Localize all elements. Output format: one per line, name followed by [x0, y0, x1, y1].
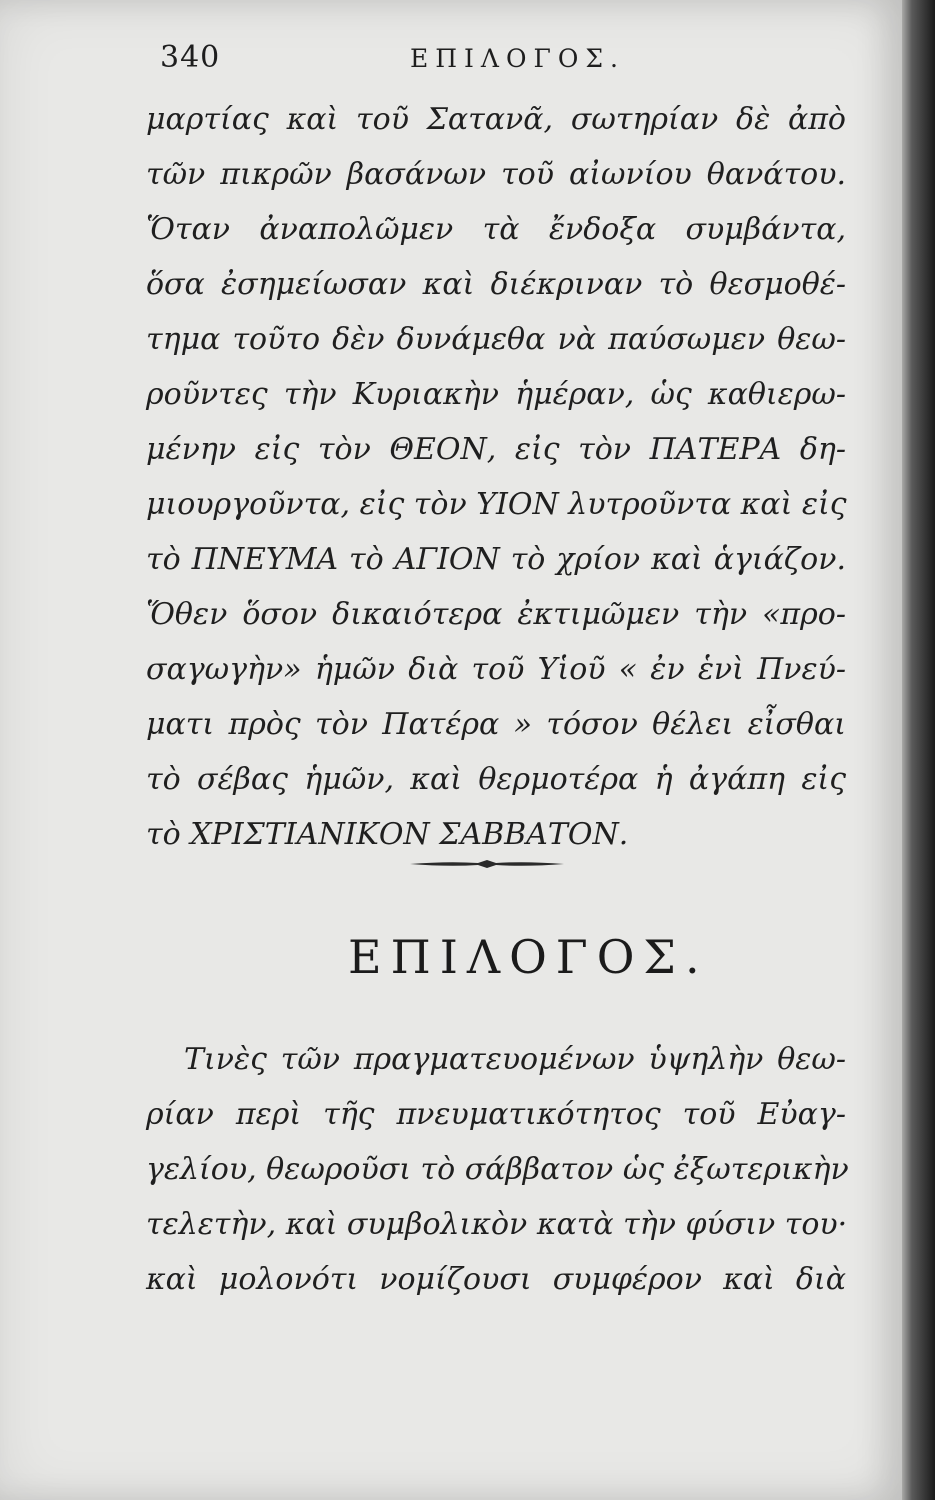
running-head [160, 40, 840, 80]
text-line: μαρτίας καὶ τοῦ Σατανᾶ, σωτηρίαν δὲ ἀπὸ [146, 102, 846, 137]
text-line: τὸ ΧΡΙΣΤΙΑΝΙΚΟΝ ΣΑΒΒΑΤΟΝ. [146, 817, 629, 852]
paragraph-new [146, 1032, 849, 1307]
text-line: ροῦντες τὴν Κυριακὴν ἡμέραν, ὡς καθιερω- [146, 377, 846, 412]
ornamental-divider [408, 858, 566, 870]
text-line: σαγωγὴν» ἡμῶν διὰ τοῦ Υἱοῦ « ἐν ἑνὶ Πνεύ- [146, 652, 846, 687]
text-line: τημα τοῦτο δὲν δυνάμεθα νὰ παύσωμεν θεω- [146, 322, 846, 357]
text-line: ρίαν περὶ τῆς πνευματικότητος τοῦ Εὐαγ- [146, 1097, 846, 1132]
text-line: Τινὲς τῶν πραγματευομένων ὑψηλὴν θεω- [184, 1042, 846, 1077]
text-line: τῶν πικρῶν βασάνων τοῦ αἰωνίου θανάτου. [146, 157, 846, 192]
page-number: 340 [160, 40, 221, 75]
text-line: τελετὴν, καὶ συμβολικὸν κατὰ τὴν φύσιν του· [146, 1207, 848, 1242]
text-line: ματι πρὸς τὸν Πατέρα » τόσον θέλει εἶσθαι [146, 707, 846, 742]
text-line: τὸ σέβας ἡμῶν, καὶ θερμοτέρα ἡ ἀγάπη εἰς [146, 762, 846, 797]
text-line: ὅσα ἐσημείωσαν καὶ διέκριναν τὸ θεσμοθέ- [146, 267, 846, 302]
text-line: μένην εἰς τὸν ΘΕΟΝ, εἰς τὸν ΠΑΤΕΡΑ δη- [146, 432, 846, 467]
text-line: Ὅθεν ὅσον δικαιότερα ἐκτιμῶμεν τὴν «προ- [146, 597, 846, 632]
text-line: τὸ ΠΝΕΥΜΑ τὸ ΑΓΙΟΝ τὸ χρίον καὶ ἁγιάζον. [146, 542, 846, 577]
page-edge-shadow [902, 0, 935, 1500]
paragraph-continued [146, 92, 846, 862]
text-line: Ὅταν ἀναπολῶμεν τὰ ἔνδοξα συμβάντα, [146, 212, 846, 247]
running-title: ΕΠΙΛΟΓΟΣ. [410, 44, 625, 73]
text-line: καὶ μολονότι νομίζουσι συμφέρον καὶ διὰ [146, 1262, 846, 1297]
text-line: μιουργοῦντα, εἰς τὸν ΥΙΟΝ λυτροῦντα καὶ εἰς [146, 487, 847, 522]
text-line: γελίου, θεωροῦσι τὸ σάββατον ὡς ἐξωτερικὴν [146, 1152, 849, 1187]
section-heading: ΕΠΙΛΟΓΟΣ. [348, 930, 709, 984]
